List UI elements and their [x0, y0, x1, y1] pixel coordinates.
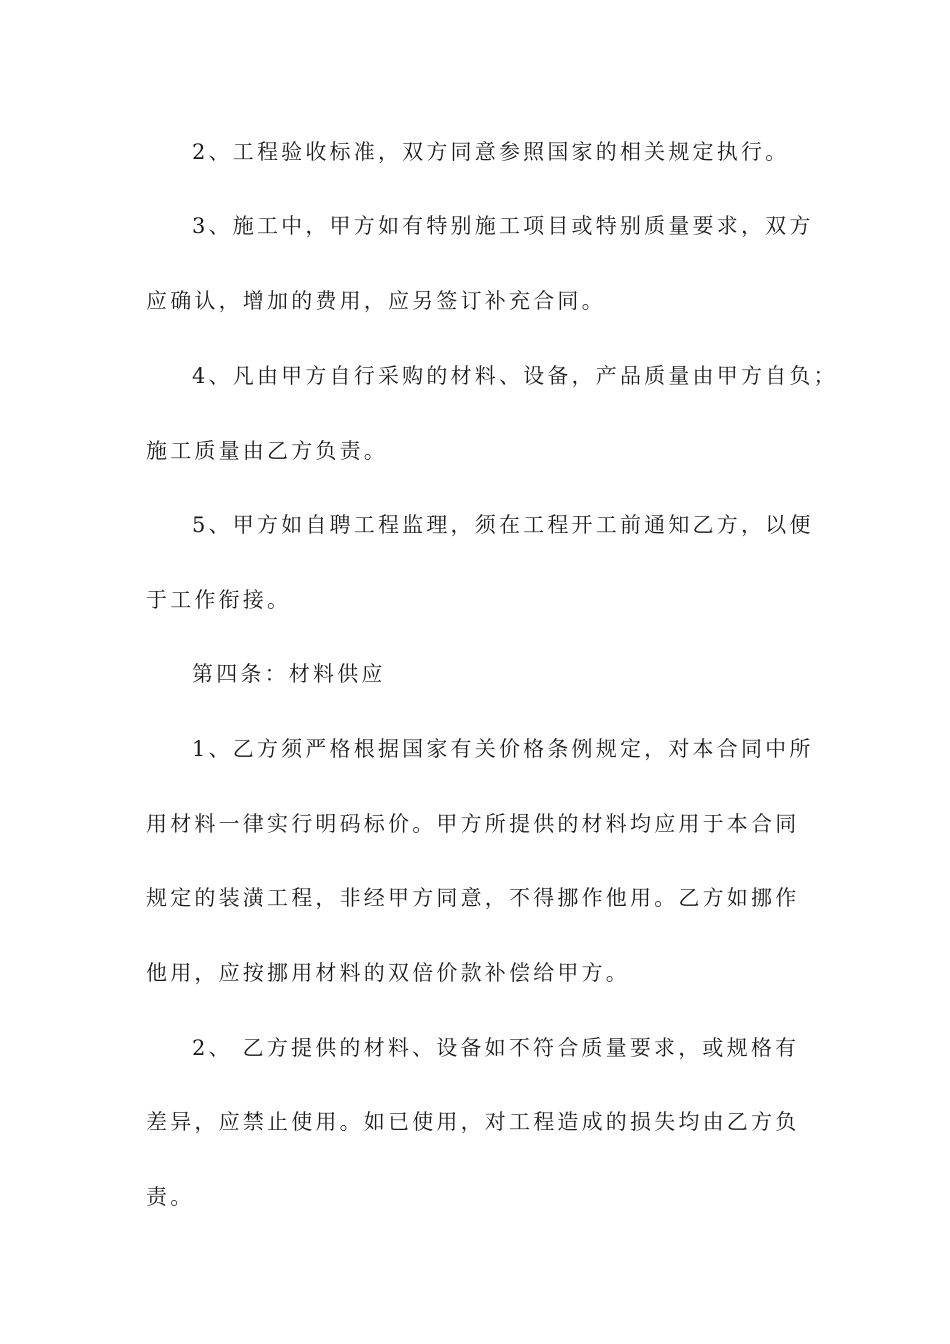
- clause-5-supervision-line-2: 于工作衔接。: [146, 588, 292, 612]
- clause-4-materials-quality-line-2: 施工质量由乙方负责。: [146, 439, 388, 463]
- clause-2-acceptance-standard: 2、工程验收标准，双方同意参照国家的相关规定执行。: [192, 140, 790, 164]
- article-4-clause-1-line-3: 规定的装潢工程，非经甲方同意，不得挪作他用。乙方如挪作: [146, 886, 800, 910]
- article-4-clause-1-line-4: 他用，应按挪用材料的双倍价款补偿给甲方。: [146, 961, 630, 985]
- article-4-heading: 第四条：材料供应: [192, 662, 386, 686]
- article-4-clause-2-line-3: 责。: [146, 1185, 195, 1209]
- article-4-clause-1-line-1: 1、乙方须严格根据国家有关价格条例规定，对本合同中所: [192, 737, 814, 761]
- article-4-clause-2-line-1: 2、 乙方提供的材料、设备如不符合质量要求，或规格有: [192, 1036, 800, 1060]
- clause-5-supervision-line-1: 5、甲方如自聘工程监理，须在工程开工前通知乙方，以便: [192, 513, 814, 537]
- clause-3-special-requirements-line-2: 应确认，增加的费用，应另签订补充合同。: [146, 289, 606, 313]
- clause-4-materials-quality-line-1: 4、凡由甲方自行采购的材料、设备，产品质量由甲方自负；: [192, 364, 838, 388]
- article-4-clause-1-line-2: 用材料一律实行明码标价。甲方所提供的材料均应用于本合同: [146, 812, 800, 836]
- clause-3-special-requirements-line-1: 3、施工中，甲方如有特别施工项目或特别质量要求，双方: [192, 214, 814, 238]
- article-4-clause-2-line-2: 差异，应禁止使用。如已使用，对工程造成的损失均由乙方负: [146, 1110, 800, 1134]
